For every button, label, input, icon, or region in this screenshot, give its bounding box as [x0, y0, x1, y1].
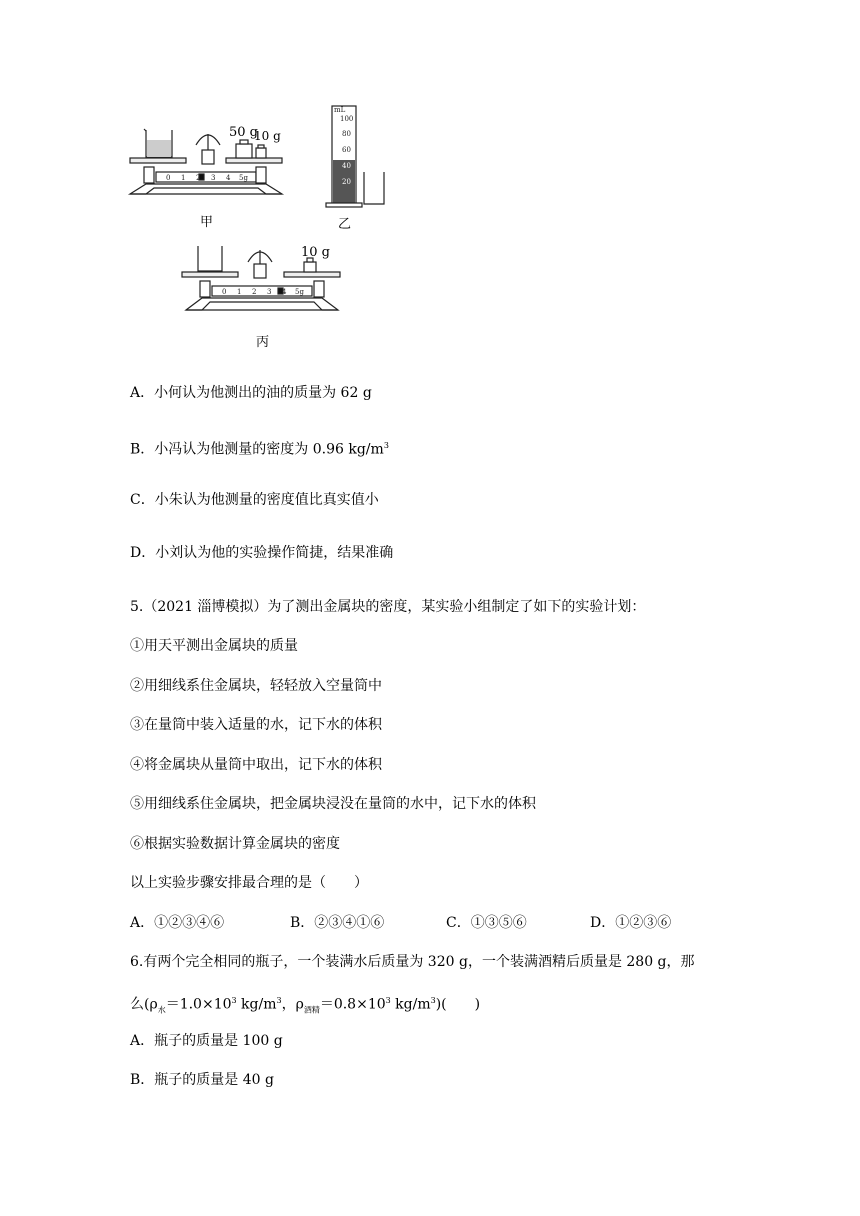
q5-stem: 5.（2021 淄博模拟）为了测出金属块的密度，某实验小组制定了如下的实验计划： — [130, 599, 646, 615]
svg-text:20: 20 — [342, 178, 351, 186]
svg-text:3: 3 — [211, 174, 216, 182]
experiment-figure — [126, 100, 388, 350]
label-yi: 乙 — [338, 217, 352, 232]
q5-step-6: ⑥根据实验数据计算金属块的密度 — [130, 836, 340, 852]
weight-50-label: 50 g — [229, 125, 258, 140]
q4-option-a: A．小何认为他测出的油的质量为 62 g — [130, 385, 372, 401]
q4-option-c: C．小朱认为他测量的密度值比真实值小 — [130, 492, 379, 508]
svg-text:60: 60 — [342, 146, 351, 154]
q6-option-b: B．瓶子的质量是 40 g — [130, 1072, 274, 1088]
svg-text:1: 1 — [237, 288, 242, 296]
q5-option-d: D．①②③⑥ — [590, 915, 672, 931]
q6-stem: 6.有两个完全相同的瓶子，一个装满水后质量为 320 g，一个装满酒精后质量是 280 g，那 — [130, 954, 695, 970]
svg-text:2: 2 — [252, 288, 257, 296]
label-jia: 甲 — [200, 215, 214, 230]
svg-text:5g: 5g — [239, 174, 248, 182]
weight-10-label: 10 g — [254, 129, 281, 143]
q4-option-d: D．小刘认为他的实验操作简捷，结果准确 — [130, 545, 394, 561]
q5-step-1: ①用天平测出金属块的质量 — [130, 638, 298, 654]
svg-text:3: 3 — [267, 288, 272, 296]
svg-text:mL: mL — [334, 106, 346, 114]
svg-text:4: 4 — [282, 288, 287, 296]
svg-text:40: 40 — [342, 162, 351, 170]
svg-text:80: 80 — [342, 130, 351, 138]
balance-cylinder-diagram — [126, 100, 388, 350]
q5-question: 以上实验步骤安排最合理的是（ ） — [130, 875, 368, 891]
q5-option-a: A．①②③④⑥ — [130, 915, 225, 931]
svg-text:0: 0 — [222, 288, 227, 296]
weight-10-label-bing: 10 g — [301, 245, 330, 260]
q5-step-5: ⑤用细线系住金属块，把金属块浸没在量筒的水中，记下水的体积 — [130, 796, 536, 812]
label-bing: 丙 — [256, 335, 270, 350]
q5-option-c: C．①③⑤⑥ — [446, 915, 527, 931]
q4-option-b: B．小冯认为他测量的密度为 0.96 $kg/m^3$ — [130, 441, 389, 458]
svg-text:0: 0 — [166, 174, 171, 182]
q5-step-2: ②用细线系住金属块，轻轻放入空量筒中 — [130, 678, 382, 694]
q5-step-3: ③在量筒中装入适量的水，记下水的体积 — [130, 717, 382, 733]
q6-option-a: A．瓶子的质量是 100 g — [130, 1033, 283, 1049]
svg-text:100: 100 — [340, 115, 354, 123]
svg-text:1: 1 — [181, 174, 186, 182]
svg-text:2: 2 — [196, 174, 201, 182]
svg-text:5g: 5g — [295, 288, 304, 296]
q5-step-4: ④将金属块从量筒中取出，记下水的体积 — [130, 757, 382, 773]
q6-constants: 么($\rho_水=1.0\times 10^3$ $kg/m^3$，$\rho_{酒精}=0.8\times 10^3$ $kg/m^3$)( ) — [130, 996, 481, 1015]
graduated-cylinder — [326, 106, 384, 207]
svg-text:4: 4 — [226, 174, 231, 182]
q5-option-b: B．②③④①⑥ — [290, 915, 385, 931]
